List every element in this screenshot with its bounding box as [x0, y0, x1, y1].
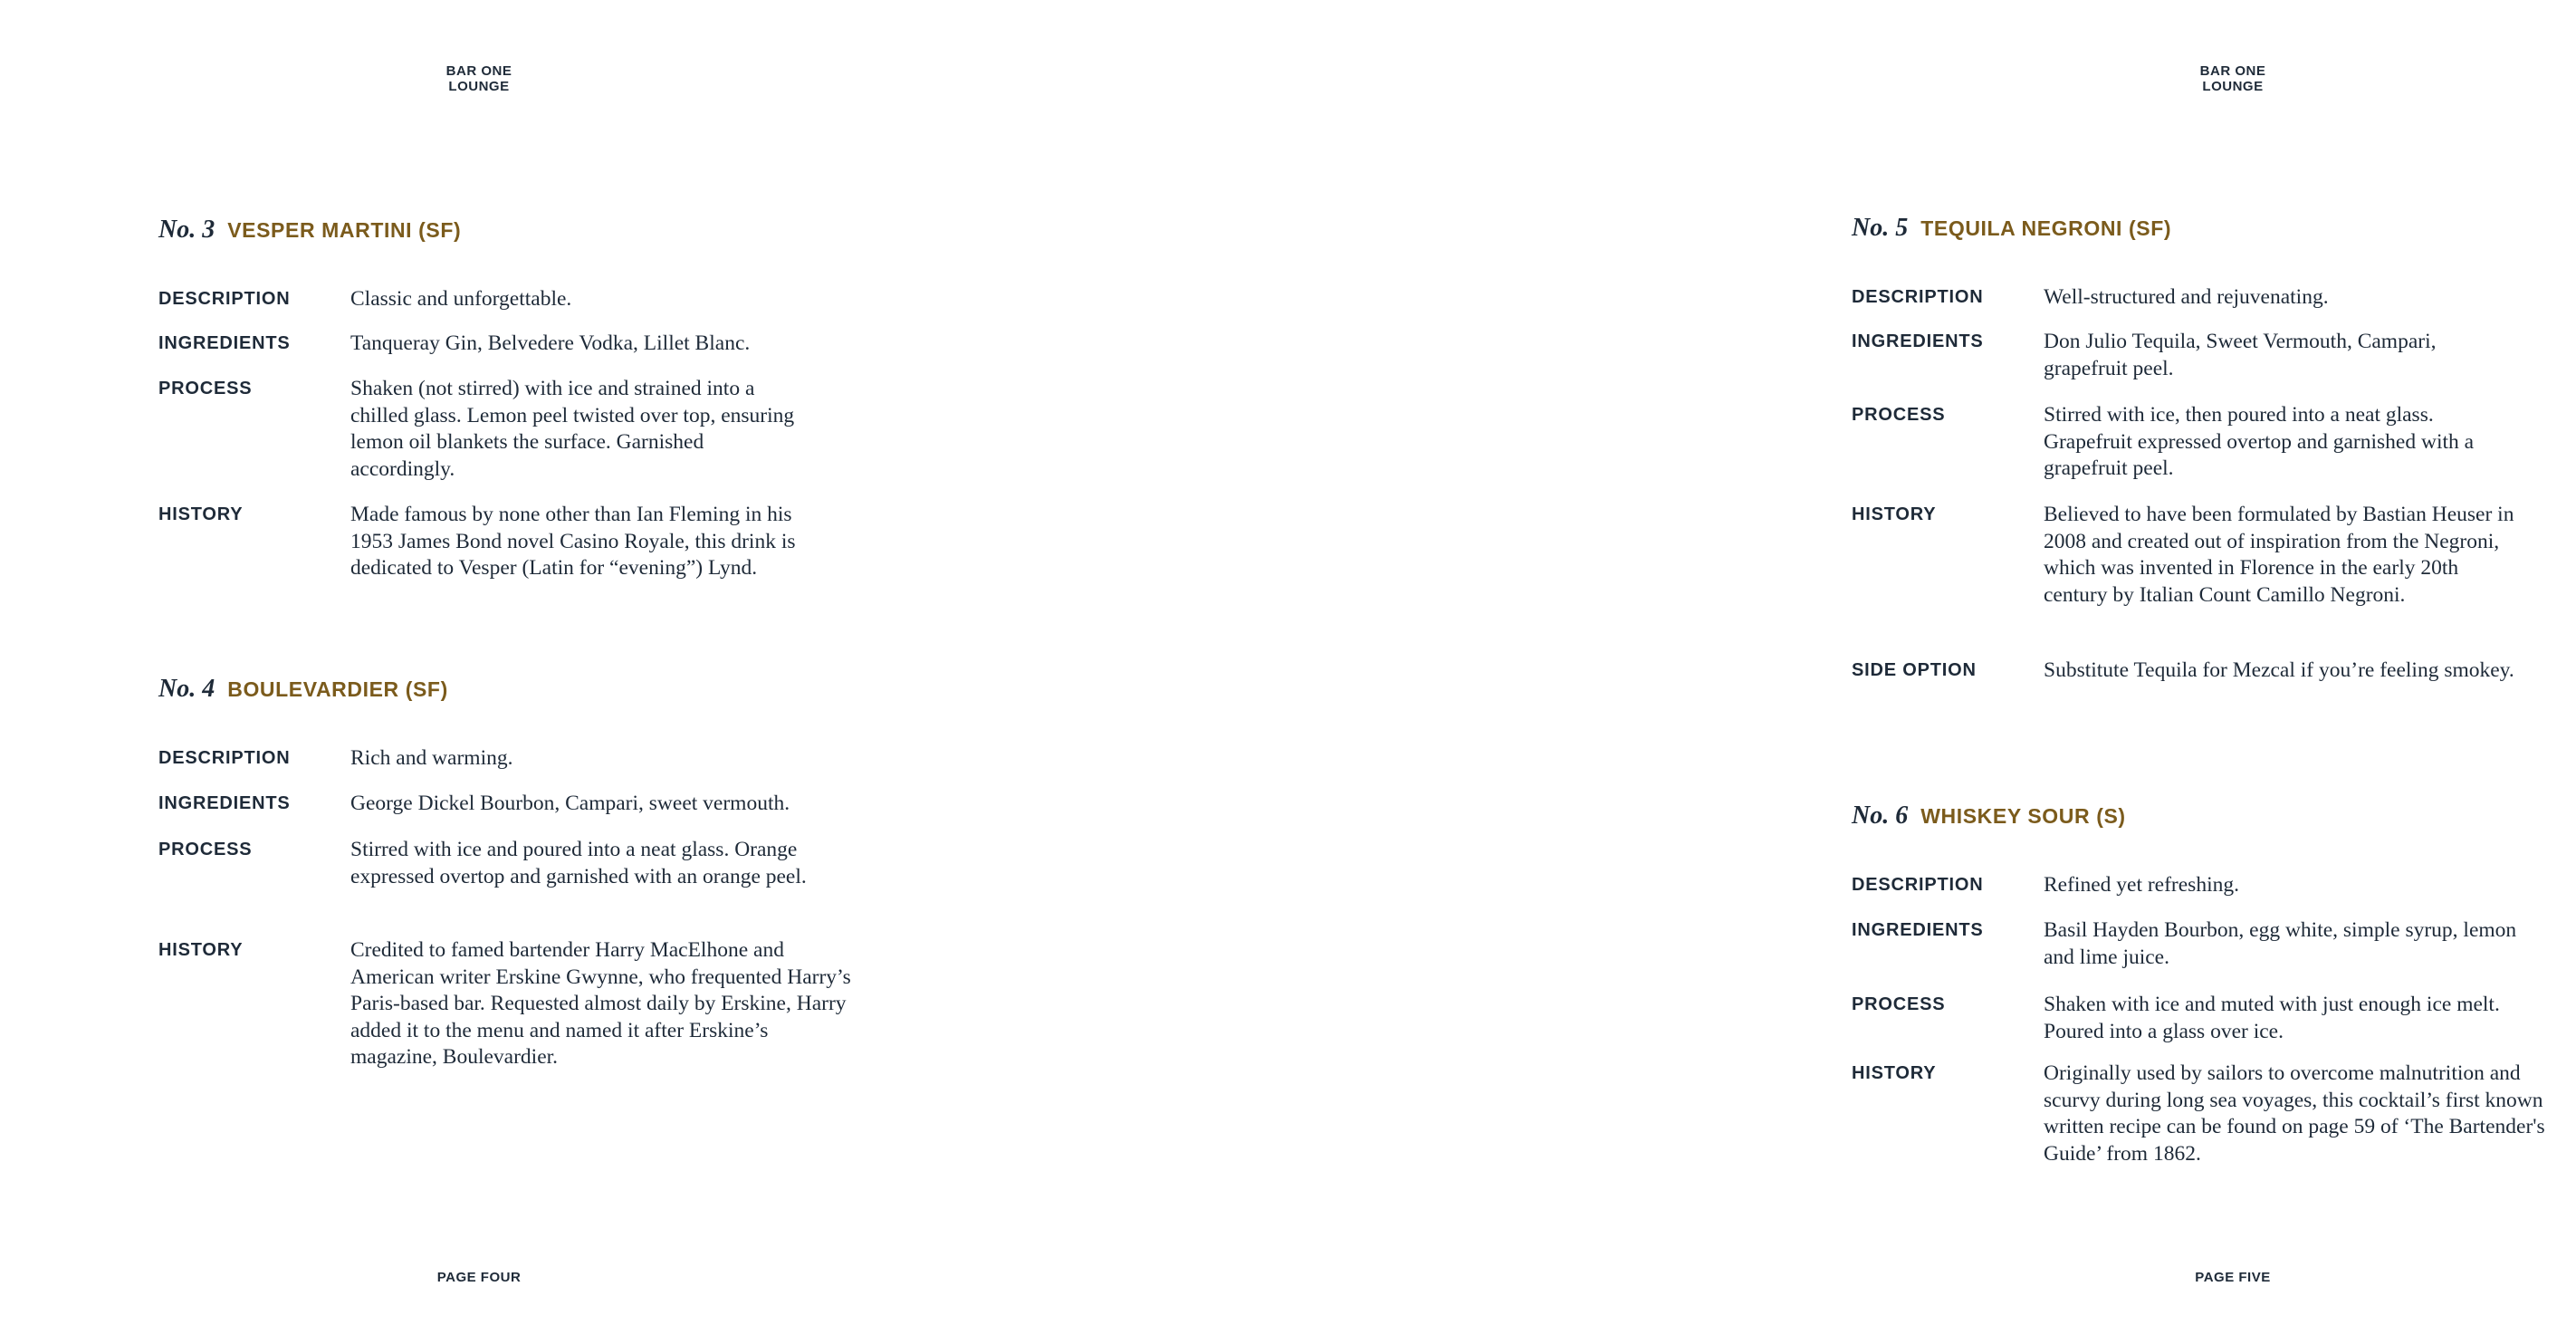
recipe-name: TEQUILA NEGRONI (SF) — [1920, 216, 2172, 240]
recipe-name: WHISKEY SOUR (S) — [1920, 804, 2126, 828]
right-page — [869, 0, 2545, 1344]
row-value: Refined yet refreshing. — [2044, 873, 2239, 897]
row-value: Substitute Tequila for Mezcal if you’re feeling smokey. — [2044, 658, 2514, 682]
row-value: Tanqueray Gin, Belvedere Vodka, Lillet Blanc. — [350, 331, 751, 355]
row-value: Shaken (not stirred) with ice and strained into a chilled glass. Lemon peel twisted over top, ensuring lemon oil blankets the surface. Garnished accordingly. — [350, 377, 795, 481]
row-label: INGREDIENTS — [1852, 920, 1984, 940]
row-label: HISTORY — [158, 940, 244, 960]
row-label: DESCRIPTION — [1852, 287, 1984, 307]
recipe-title — [1852, 214, 2576, 243]
row-value: Originally used by sailors to overcome malnutrition and scurvy during long sea voyages, this cocktail’s first known written recipe can be found on page 59 of ‘The Bartender's Guide’ from 1862. — [2044, 1061, 2545, 1166]
recipe-tequila-negroni — [1852, 214, 2576, 682]
row-value: Don Julio Tequila, Sweet Vermouth, Campari, grapefruit peel. — [2044, 330, 2437, 380]
recipe-name: BOULEVARDIER (SF) — [227, 677, 448, 701]
recipe-vesper-martini — [158, 216, 847, 580]
row-label: PROCESS — [1852, 405, 1946, 425]
running-header: BAR ONE LOUNGE — [2199, 63, 2266, 94]
row-value: Credited to famed bartender Harry MacElhone and American writer Erskine Gwynne, who frequented Harry’s Paris-based bar. Requested almost daily by Erskine, Harry added it to the menu and named it after Erskine’s magazine, Boulevardier. — [350, 938, 851, 1069]
row-label: SIDE OPTION — [1852, 660, 1977, 680]
recipe-boulevardier — [158, 675, 851, 1069]
row-value: Basil Hayden Bourbon, egg white, simple syrup, lemon and lime juice. — [2044, 918, 2517, 969]
recipe-title — [158, 675, 847, 704]
recipe-number: No. 5 — [1852, 214, 1909, 242]
row-label: HISTORY — [1852, 504, 1937, 524]
recipe-number: No. 4 — [158, 675, 215, 703]
left-page — [0, 0, 869, 1344]
row-value: George Dickel Bourbon, Campari, sweet vermouth. — [350, 792, 790, 815]
row-value: Stirred with ice, then poured into a neat glass. Grapefruit expressed overtop and garnished with a grapefruit peel. — [2044, 403, 2475, 480]
row-label: INGREDIENTS — [158, 333, 291, 353]
row-value: Believed to have been formulated by Bastian Heuser in 2008 and created out of inspiration from the Negroni, which was invented in Florence in the early 20th century by Italian Count Camillo Negroni. — [2044, 503, 2514, 607]
page-number: PAGE FOUR — [436, 1270, 522, 1285]
row-value: Made famous by none other than Ian Fleming in his 1953 James Bond novel Casino Royale, this drink is dedicated to Vesper (Latin for “evening”) Lynd. — [350, 503, 796, 580]
running-header: BAR ONE LOUNGE — [445, 63, 512, 94]
recipe-title — [158, 216, 847, 245]
row-value: Well-structured and rejuvenating. — [2044, 285, 2329, 309]
row-label: PROCESS — [158, 840, 253, 859]
row-label: INGREDIENTS — [1852, 331, 1984, 351]
row-label: HISTORY — [1852, 1063, 1937, 1083]
row-label: DESCRIPTION — [158, 289, 291, 309]
page-number: PAGE FIVE — [2195, 1270, 2271, 1285]
row-value: Shaken with ice and muted with just enough ice melt. Poured into a glass over ice. — [2044, 993, 2500, 1043]
recipe-number: No. 6 — [1852, 802, 1909, 830]
row-value: Rich and warming. — [350, 746, 513, 770]
row-label: DESCRIPTION — [158, 748, 291, 768]
recipe-whiskey-sour — [1852, 802, 2576, 1166]
row-label: PROCESS — [1852, 994, 1946, 1014]
row-label: PROCESS — [158, 379, 253, 398]
row-label: DESCRIPTION — [1852, 875, 1984, 895]
row-value: Stirred with ice and poured into a neat glass. Orange expressed overtop and garnished with an orange peel. — [350, 838, 807, 888]
row-label: INGREDIENTS — [158, 793, 291, 813]
recipe-title — [1852, 802, 2576, 830]
row-value: Classic and unforgettable. — [350, 287, 572, 311]
row-label: HISTORY — [158, 504, 244, 524]
recipe-number: No. 3 — [158, 216, 215, 244]
recipe-name: VESPER MARTINI (SF) — [227, 218, 462, 242]
